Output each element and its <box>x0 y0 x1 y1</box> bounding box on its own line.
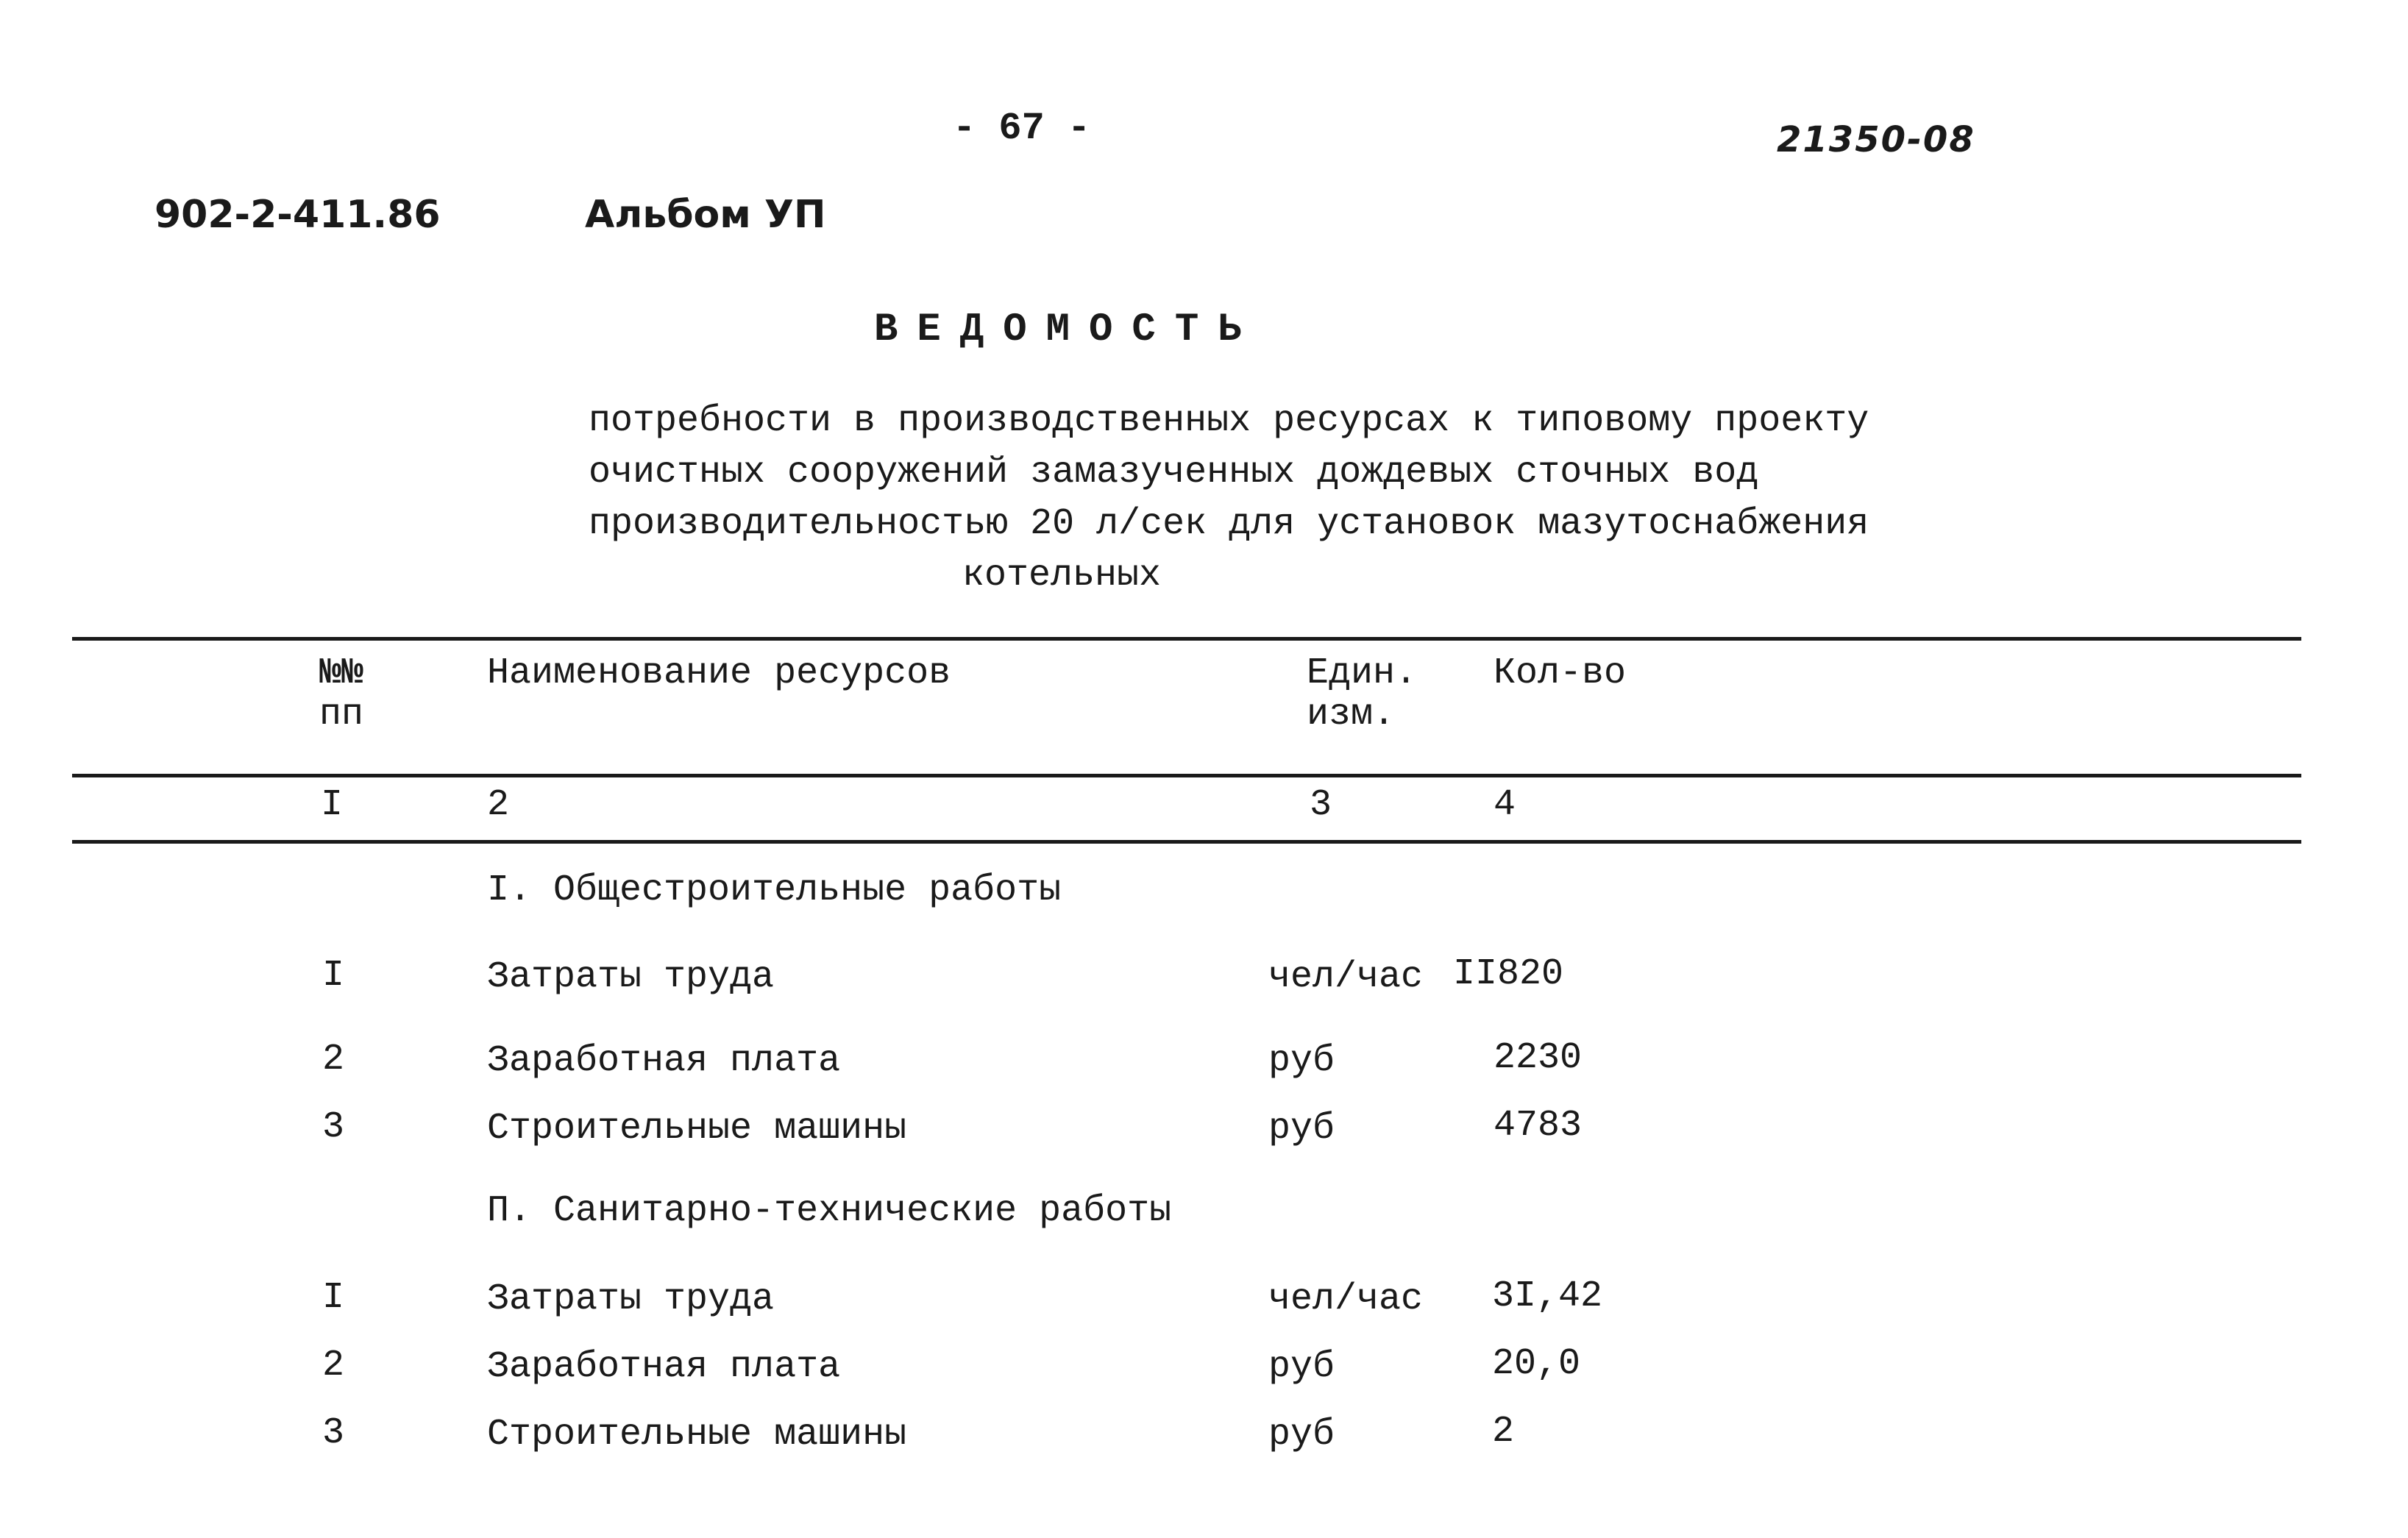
document-title: ВЕДОМОСТЬ <box>874 307 1261 352</box>
row-num: 2 <box>322 1345 345 1386</box>
row-name: Затраты труда <box>487 1278 775 1320</box>
row-unit: руб <box>1268 1346 1335 1388</box>
row-qty: II820 <box>1453 953 1564 995</box>
row-name: Строительные машины <box>487 1414 907 1456</box>
row-qty: 2 <box>1492 1411 1515 1453</box>
column-number: I <box>321 784 344 826</box>
row-name: Заработная плата <box>487 1346 841 1388</box>
row-unit: руб <box>1268 1108 1335 1150</box>
section-title: I. Общестроительные работы <box>487 869 1062 911</box>
table-numbers-rule <box>72 840 2301 844</box>
row-num: I <box>322 1277 345 1319</box>
table-header-rule <box>72 774 2301 777</box>
table-top-rule <box>72 637 2301 641</box>
row-unit: руб <box>1268 1040 1335 1082</box>
document-subtitle <box>589 396 1869 602</box>
header-unit <box>1307 653 1417 736</box>
subtitle-line: потребности в производственных ресурсах к типовому проекту <box>589 400 1869 442</box>
row-num: I <box>322 955 345 997</box>
row-name: Заработная плата <box>487 1040 841 1082</box>
subtitle-line: производительностью 20 л/сек для установок мазутоснабжения <box>589 503 1869 545</box>
row-unit: чел/час <box>1268 956 1424 998</box>
header-unit-line2: изм. <box>1307 694 1396 736</box>
header-num <box>319 653 363 736</box>
row-num: 3 <box>322 1106 345 1148</box>
row-qty: 20,0 <box>1492 1343 1581 1385</box>
section-title: П. Санитарно-технические работы <box>487 1190 1172 1232</box>
row-unit: чел/час <box>1268 1278 1424 1320</box>
subtitle-line: очистных сооружений замазученных дождевых сточных вод <box>589 452 1759 494</box>
row-unit: руб <box>1268 1414 1335 1456</box>
subtitle-line: котельных <box>962 555 1162 597</box>
column-number: 2 <box>487 784 510 826</box>
column-number: 3 <box>1310 784 1332 826</box>
archive-number: 21350-08 <box>1777 119 1975 160</box>
header-num-line1: №№ <box>319 652 364 694</box>
row-name: Строительные машины <box>487 1108 907 1150</box>
row-qty: 3I,42 <box>1492 1275 1603 1317</box>
header-name: Наименование ресурсов <box>487 652 951 694</box>
page-number: - 67 - <box>953 107 1091 150</box>
header-num-line2: пп <box>319 694 364 736</box>
row-qty: 2230 <box>1494 1037 1583 1079</box>
header-qty: Кол-во <box>1494 652 1627 694</box>
row-num: 2 <box>322 1039 345 1080</box>
album-label: Альбом УП <box>585 193 826 237</box>
row-name: Затраты труда <box>487 956 775 998</box>
row-num: 3 <box>322 1412 345 1454</box>
row-qty: 4783 <box>1494 1105 1583 1147</box>
column-number: 4 <box>1494 784 1516 826</box>
header-unit-line1: Един. <box>1307 652 1418 694</box>
project-code: 902-2-411.86 <box>155 193 441 237</box>
